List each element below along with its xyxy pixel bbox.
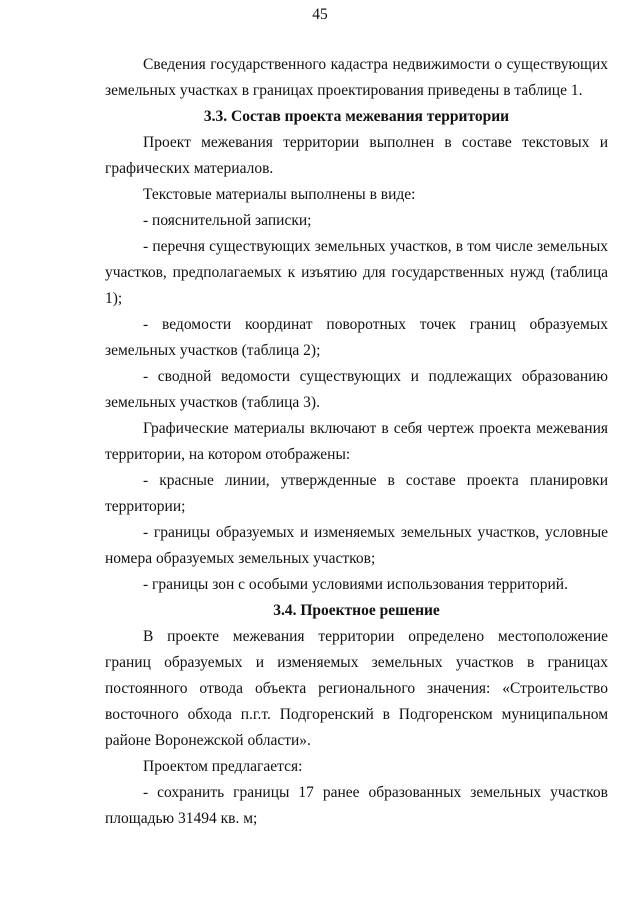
paragraph-composition: Проект межевания территории выполнен в составе текстовых и графических материалов. (105, 134, 608, 177)
list-item-coordinates: - ведомости координат поворотных точек границ образуемых земельных участков (таблица 2); (105, 316, 608, 359)
section-heading-3-4: 3.4. Проектное решение (273, 602, 440, 619)
list-item-parcels-list: - перечня существующих земельных участков, в том числе земельных участков, предполагаемых к изъятию для государственных нужд (таблица 1); (105, 238, 608, 307)
list-item-special-zones: - границы зон с особыми условиями использования территорий. (143, 576, 568, 593)
list-item-red-lines: - красные линии, утвержденные в составе проекта планировки территории; (105, 472, 608, 515)
paragraph-project-decision: В проекте межевания территории определено местоположение границ образуемых и изменяемых земельных участков в границах постоянного отвода объекта регионального значения: «Строительство восточного обхода п.г.т. Подгоренский в Подгоренском муниципальном районе Воронежской области». (105, 628, 608, 749)
list-item-explanatory-note: - пояснительной записки; (143, 212, 312, 229)
paragraph-graphic-materials: Графические материалы включают в себя чертеж проекта межевания территории, на котором отображены: (105, 420, 608, 463)
page-number: 45 (312, 6, 328, 23)
paragraph-text-materials: Текстовые материалы выполнены в виде: (143, 186, 416, 203)
paragraph-proposal-intro: Проектом предлагается: (143, 758, 303, 775)
section-heading-3-3: 3.3. Состав проекта межевания территории (203, 108, 510, 125)
list-item-summary-statement: - сводной ведомости существующих и подлежащих образованию земельных участков (таблица 3). (105, 368, 608, 411)
paragraph-cadastre-info: Сведения государственного кадастра недвижимости о существующих земельных участках в границах проектирования приведены в таблице 1. (105, 56, 608, 99)
list-item-parcel-boundaries: - границы образуемых и изменяемых земельных участков, условные номера образуемых земельных участков; (105, 524, 608, 567)
list-item-keep-boundaries: - сохранить границы 17 ранее образованных земельных участков площадью 31494 кв. м; (105, 784, 608, 827)
document-body (105, 52, 608, 832)
